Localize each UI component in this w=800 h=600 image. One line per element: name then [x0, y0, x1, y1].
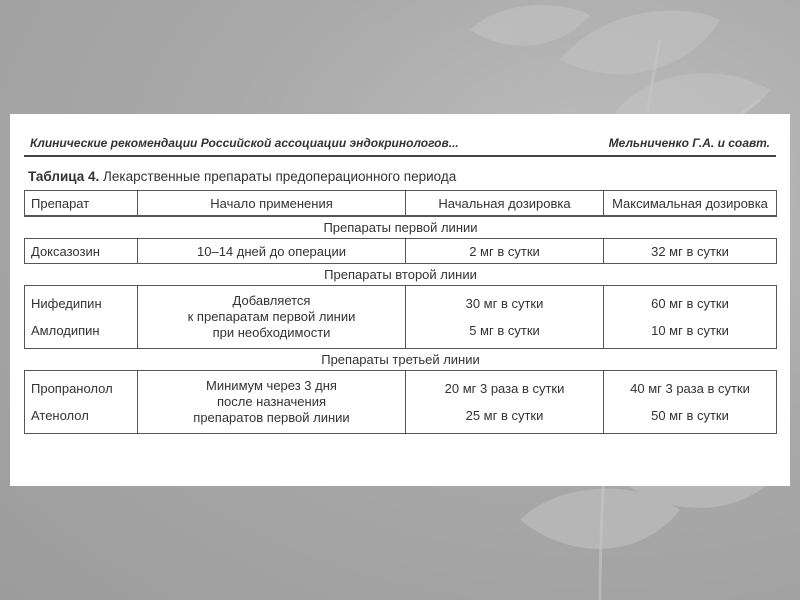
table-caption [28, 169, 776, 184]
initial-dose-cell [406, 286, 604, 349]
running-header [24, 136, 776, 157]
max-dose-cell: 32 мг в сутки [604, 239, 777, 264]
max-dose: 50 мг в сутки [651, 408, 729, 423]
start-line: после назначения [216, 394, 327, 409]
header-right: Мельниченко Г.А. и соавт. [608, 136, 770, 150]
section-row [25, 264, 777, 286]
drug-name: Пропранолол [31, 381, 113, 396]
initial-dose: 30 мг в сутки [465, 296, 544, 311]
start-line: Минимум через 3 дня [206, 378, 337, 393]
drug-name: Нифедипин [31, 296, 102, 311]
max-dose: 10 мг в сутки [651, 323, 729, 338]
start-line: препаратов первой линии [193, 410, 350, 425]
start-line: при необходимости [212, 325, 331, 340]
start-cell: 10–14 дней до операции [138, 239, 406, 264]
section-row [25, 216, 777, 239]
section-title: Препараты второй линии [25, 264, 777, 286]
drug-name: Амлодипин [31, 323, 100, 338]
initial-dose: 25 мг в сутки [465, 408, 544, 423]
table-row [25, 371, 777, 434]
drug-table [24, 190, 777, 434]
initial-dose: 5 мг в сутки [469, 323, 540, 338]
section-title: Препараты третьей линии [25, 349, 777, 371]
start-cell [138, 286, 406, 349]
table-row [25, 286, 777, 349]
drug-names-cell [25, 371, 138, 434]
col-header-start: Начало применения [138, 191, 406, 217]
section-title: Препараты первой линии [25, 216, 777, 239]
start-cell [138, 371, 406, 434]
col-header-initial-dose: Начальная дозировка [406, 191, 604, 217]
max-dose-cell [604, 286, 777, 349]
header-left: Клинические рекомендации Российской ассоциации эндокринологов... [30, 136, 459, 150]
max-dose: 40 мг 3 раза в сутки [630, 381, 750, 396]
caption-text: Лекарственные препараты предоперационного периода [103, 169, 457, 184]
start-line: Добавляется [232, 293, 311, 308]
drug-name: Доксазозин [25, 239, 138, 264]
drug-names-cell [25, 286, 138, 349]
col-header-max-dose: Максимальная дозировка [604, 191, 777, 217]
table-header-row [25, 191, 777, 217]
initial-dose-cell: 2 мг в сутки [406, 239, 604, 264]
max-dose-cell [604, 371, 777, 434]
caption-label: Таблица 4. [28, 169, 100, 184]
document-page [10, 114, 790, 486]
initial-dose-cell [406, 371, 604, 434]
initial-dose: 20 мг 3 раза в сутки [444, 381, 565, 396]
section-row [25, 349, 777, 371]
max-dose: 60 мг в сутки [651, 296, 729, 311]
col-header-drug: Препарат [25, 191, 138, 217]
table-row [25, 239, 777, 264]
drug-name: Атенолол [31, 408, 89, 423]
start-line: к препаратам первой линии [187, 309, 356, 324]
